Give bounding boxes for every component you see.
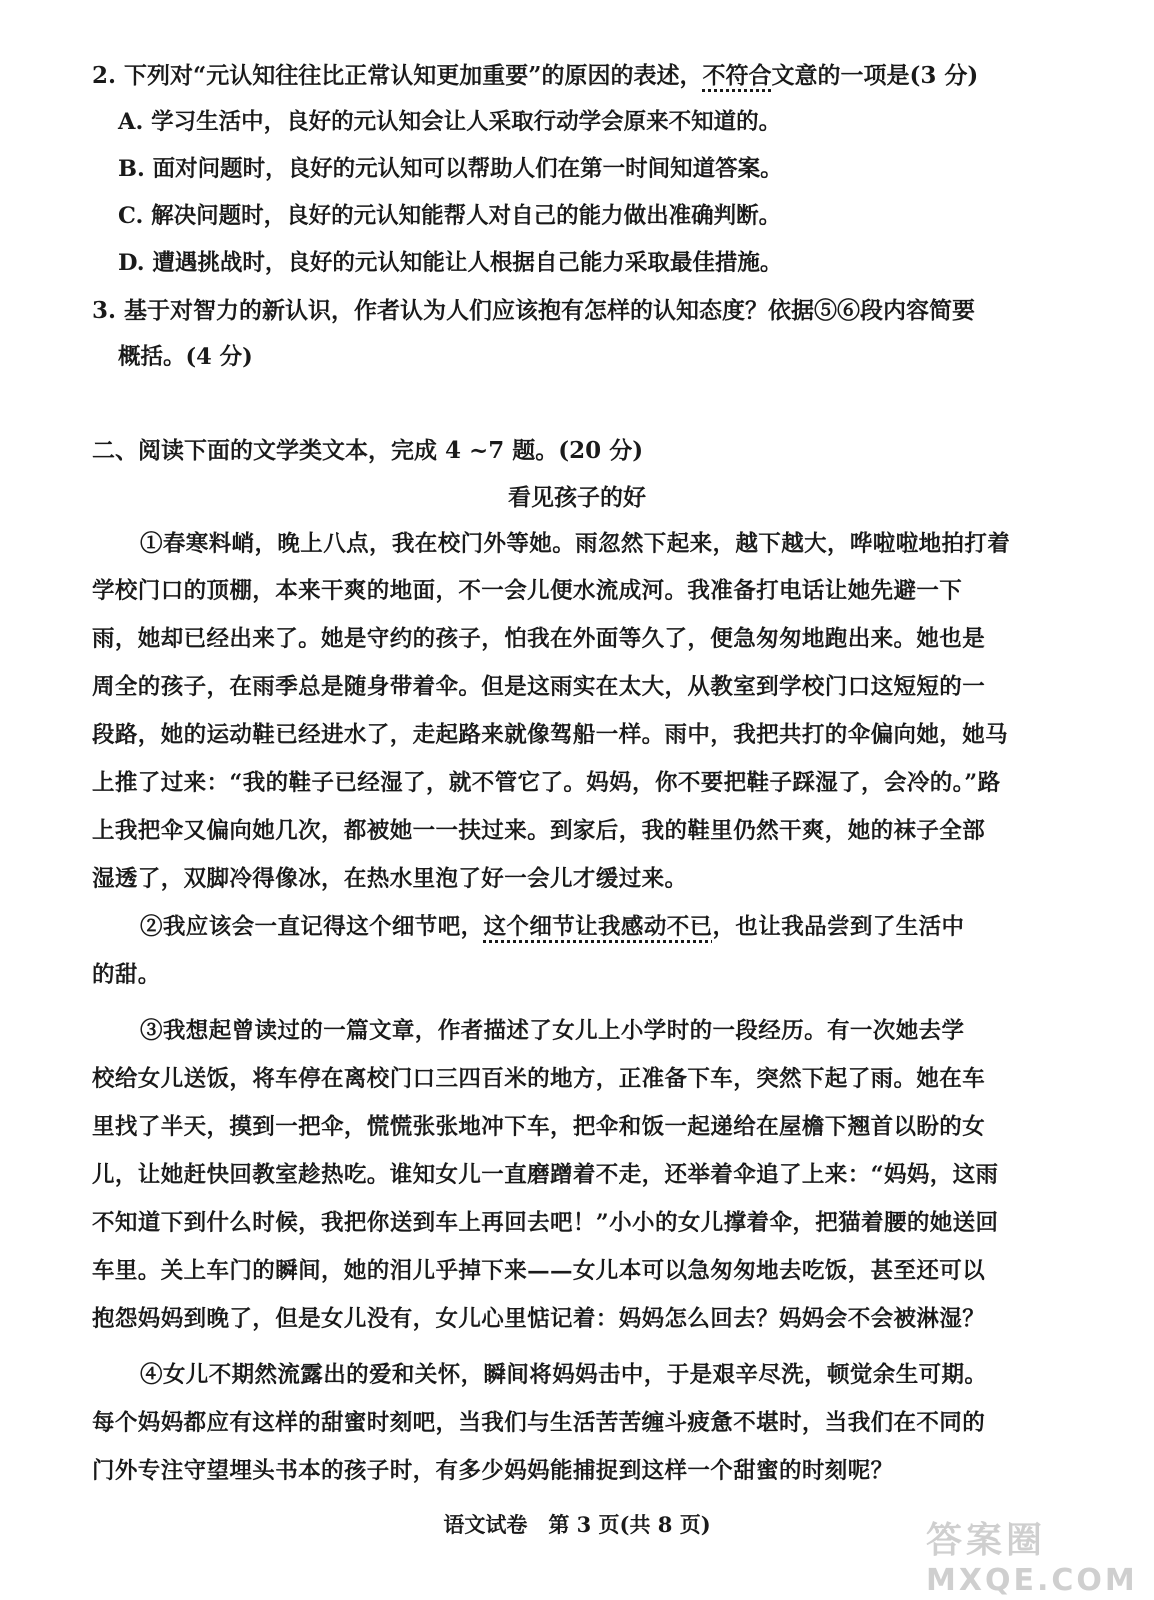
p1-line-2: 学校门口的顶棚，本来干爽的地面，不一会儿便水流成河。我准备打电话让她先避一下 [92,578,963,604]
p4-line-2: 每个妈妈都应有这样的甜蜜时刻吧，当我们与生活苦苦缠斗疲惫不堪时，当我们在不同的 [92,1410,986,1436]
p1-line-5: 段路，她的运动鞋已经进水了，走起路来就像驾船一样。雨中，我把共打的伞偏向她，她马 [92,722,1009,748]
section-2-heading: 二、阅读下面的文学类文本，完成 4 ~7 题。(20 分) [92,437,644,464]
p3-line-1: ③我想起曾读过的一篇文章，作者描述了女儿上小学时的一段经历。有一次她去学 [140,1018,965,1044]
p1-line-1: ①春寒料峭，晚上八点，我在校门外等她。雨忽然下起来，越下越大，哗啦啦地拍打着 [140,531,1011,557]
p3-line-5: 不知道下到什么时候，我把你送到车上再回去吧！”小小的女儿撑着伞，把猫着腰的她送回 [92,1210,999,1236]
watermark-logo-text: 答案圈 [926,1519,1047,1561]
p2-emphasis: 这个细节让我感动不已 [483,914,713,940]
question-3-line-1: 3. 基于对智力的新认识，作者认为人们应该抱有怎样的认知态度？依据⑤⑥段内容简要 [92,297,976,324]
p3-line-2: 校给女儿送饭，将车停在离校门口三四百米的地方，正准备下车，突然下起了雨。她在车 [92,1066,986,1092]
p4-line-1: ④女儿不期然流露出的爱和关怀，瞬间将妈妈击中，于是艰辛尽洗，顿觉余生可期。 [140,1362,988,1388]
question-2-stem-part-a: 2. 下列对“元认知往往比正常认知更加重要”的原因的表述， [92,62,703,89]
page-footer: 语文试卷 第 3 页(共 8 页) [443,1512,711,1537]
watermark-logo [926,1512,1138,1598]
question-3-line-2: 概括。(4 分) [118,344,253,370]
p3-line-6: 车里。关上车门的瞬间，她的泪儿乎掉下来——女儿本可以急匆匆地去吃饭，甚至还可以 [92,1258,986,1284]
p1-line-6: 上推了过来：“我的鞋子已经湿了，就不管它了。妈妈，你不要把鞋子踩湿了，会冷的。”路 [92,770,1001,796]
passage-title: 看见孩子的好 [508,484,646,511]
p3-line-3: 里找了半天，摸到一把伞，慌慌张张地冲下车，把伞和饭一起递给在屋檐下翘首以盼的女 [92,1114,986,1140]
p2-part-a: ②我应该会一直记得这个细节吧， [140,914,484,940]
p3-line-4: 儿，让她赶快回教室趁热吃。谁知女儿一直磨蹭着不走，还举着伞追了上来：“妈妈，这雨 [92,1162,999,1188]
question-2-stem-part-b: 文意的一项是(3 分) [771,62,979,89]
option-a: A. 学习生活中，良好的元认知会让人采取行动学会原来不知道的。 [118,109,782,135]
option-c: C. 解决问题时，良好的元认知能帮人对自己的能力做出准确判断。 [118,203,782,229]
p2-line-1 [140,914,964,941]
p4-line-3: 门外专注守望埋头书本的孩子时，有多少妈妈能捕捉到这样一个甜蜜的时刻呢？ [92,1458,894,1484]
p1-line-3: 雨，她却已经出来了。她是守约的孩子，怕我在外面等久了，便急匆匆地跑出来。她也是 [92,626,986,652]
watermark-url-text: MXQE.COM [926,1563,1138,1598]
p2-line-2: 的甜。 [92,962,161,988]
question-2-stem-emphasis: 不符合 [702,62,772,89]
option-d: D. 遭遇挑战时，良好的元认知能让人根据自己能力采取最佳措施。 [118,250,783,276]
p1-line-4: 周全的孩子，在雨季总是随身带着伞。但是这雨实在太大，从教室到学校门口这短短的一 [92,674,986,700]
p3-line-7: 抱怨妈妈到晚了，但是女儿没有，女儿心里惦记着：妈妈怎么回去？妈妈会不会被淋湿？ [92,1306,986,1332]
p1-line-7: 上我把伞又偏向她几次，都被她一一扶过来。到家后，我的鞋里仍然干爽，她的袜子全部 [92,818,986,844]
p1-line-8: 湿透了，双脚冷得像冰，在热水里泡了好一会儿才缓过来。 [92,866,688,892]
option-b: B. 面对问题时，良好的元认知可以帮助人们在第一时间知道答案。 [118,156,783,182]
question-2-stem [92,62,978,90]
p2-part-b: ，也让我品尝到了生活中 [712,914,965,940]
